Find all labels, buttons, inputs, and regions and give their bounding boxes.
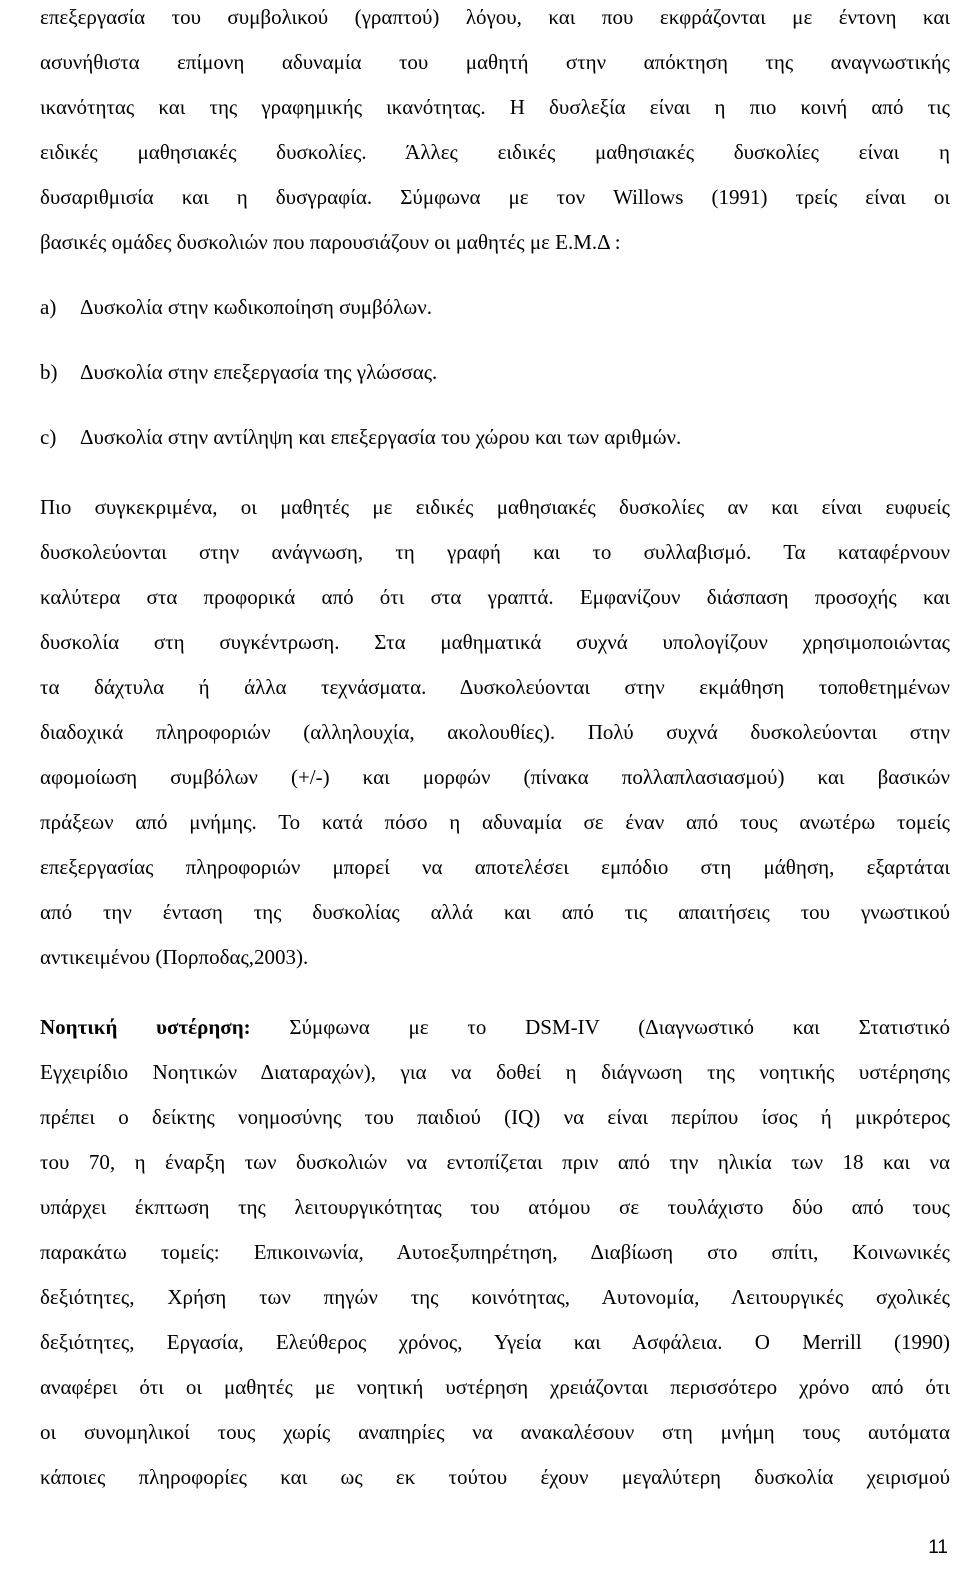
text-line: δυσκολεύονται στην ανάγνωση, τη γραφή και το συλλαβισμό. Τα καταφέρνουν xyxy=(40,540,950,564)
text-line: Πιο συγκεκριμένα, οι μαθητές με ειδικές μαθησιακές δυσκολίες αν και είναι ευφυείς xyxy=(40,495,950,519)
text-line: τα δάχτυλα ή άλλα τεχνάσματα. Δυσκολεύονται στην εκμάθηση τοποθετημένων xyxy=(40,675,950,699)
text-line: αφομοίωση συμβόλων (+/-) και μορφών (πίνακα πολλαπλασιασμού) και βασικών xyxy=(40,765,950,789)
list-item-label: c) xyxy=(40,425,57,449)
text-line: επεξεργασία του συμβολικού (γραπτού) λόγου, και που εκφράζονται με έντονη και xyxy=(40,5,950,29)
text-line: δυσκολία στη συγκέντρωση. Στα μαθηματικά συχνά υπολογίζουν χρησιμοποιώντας xyxy=(40,630,950,654)
text-line: πράξεων από μνήμης. Το κατά πόσο η αδυναμία σε έναν από τους ανωτέρω τομείς xyxy=(40,810,950,834)
text-line: ικανότητας και της γραφημικής ικανότητας. Η δυσλεξία είναι η πιο κοινή από τις xyxy=(40,95,950,119)
list-item-label: a) xyxy=(40,295,57,319)
list-item-text: Δυσκολία στην αντίληψη και επεξεργασία του χώρου και των αριθμών. xyxy=(80,425,682,449)
text-line: διαδοχικά πληροφοριών (αλληλουχία, ακολουθίες). Πολύ συχνά δυσκολεύονται στην xyxy=(40,720,950,744)
text-line: βασικές ομάδες δυσκολιών που παρουσιάζουν οι μαθητές με Ε.Μ.Δ : xyxy=(40,230,621,254)
section-heading: Νοητική υστέρηση: xyxy=(40,1015,251,1039)
heading-continuation: Σύμφωνα με το DSM-IV (Διαγνωστικό και Στατιστικό xyxy=(250,1015,950,1039)
text-line: πρέπει ο δείκτης νοημοσύνης του παιδιού (IQ) να είναι περίπου ίσος ή μικρότερος xyxy=(40,1105,950,1129)
text-line: υπάρχει έκπτωση της λειτουργικότητας του ατόμου σε τουλάχιστο δύο από τους xyxy=(40,1195,950,1219)
page-number: 11 xyxy=(928,1537,948,1558)
list-item-text: Δυσκολία στην κωδικοποίηση συμβόλων. xyxy=(80,295,432,319)
text-line: παρακάτω τομείς: Επικοινωνία, Αυτοεξυπηρέτηση, Διαβίωση στο σπίτι, Κοινωνικές xyxy=(40,1240,950,1264)
text-line: αντικειμένου (Πορποδας,2003). xyxy=(40,945,309,969)
list-item-text: Δυσκολία στην επεξεργασία της γλώσσας. xyxy=(80,360,438,384)
text-line: ειδικές μαθησιακές δυσκολίες. Άλλες ειδικές μαθησιακές δυσκολίες είναι η xyxy=(40,140,950,164)
text-line: επεξεργασίας πληροφοριών μπορεί να αποτελέσει εμπόδιο στη μάθηση, εξαρτάται xyxy=(40,855,950,879)
text-line: δεξιότητες, Εργασία, Ελεύθερος χρόνος, Υγεία και Ασφάλεια. Ο Merrill (1990) xyxy=(40,1330,950,1354)
list-item xyxy=(40,422,950,452)
text-line: ασυνήθιστα επίμονη αδυναμία του μαθητή στην απόκτηση της αναγνωστικής xyxy=(40,50,950,74)
list-item-label: b) xyxy=(40,360,58,384)
text-line: καλύτερα στα προφορικά από ότι στα γραπτά. Εμφανίζουν διάσπαση προσοχής και xyxy=(40,585,950,609)
text-line: κάποιες πληροφορίες και ως εκ τούτου έχουν μεγαλύτερη δυσκολία χειρισμού xyxy=(40,1465,950,1489)
text-line: Εγχειρίδιο Νοητικών Διαταραχών), για να δοθεί η διάγνωση της νοητικής υστέρησης xyxy=(40,1060,950,1084)
list-item xyxy=(40,292,950,322)
list-item xyxy=(40,357,950,387)
text-line: από την ένταση της δυσκολίας αλλά και από τις απαιτήσεις του γνωστικού xyxy=(40,900,950,924)
text-line: δεξιότητες, Χρήση των πηγών της κοινότητας, Αυτονομία, Λειτουργικές σχολικές xyxy=(40,1285,950,1309)
text-line xyxy=(40,1012,950,1042)
text-line: αναφέρει ότι οι μαθητές με νοητική υστέρηση χρειάζονται περισσότερο χρόνο από ότι xyxy=(40,1375,950,1399)
text-line: του 70, η έναρξη των δυσκολιών να εντοπίζεται πριν από την ηλικία των 18 και να xyxy=(40,1150,950,1174)
text-line: δυσαριθμισία και η δυσγραφία. Σύμφωνα με τον Willows (1991) τρείς είναι οι xyxy=(40,185,950,209)
text-line: οι συνομηλικοί τους χωρίς αναπηρίες να ανακαλέσουν στη μνήμη τους αυτόματα xyxy=(40,1420,950,1444)
